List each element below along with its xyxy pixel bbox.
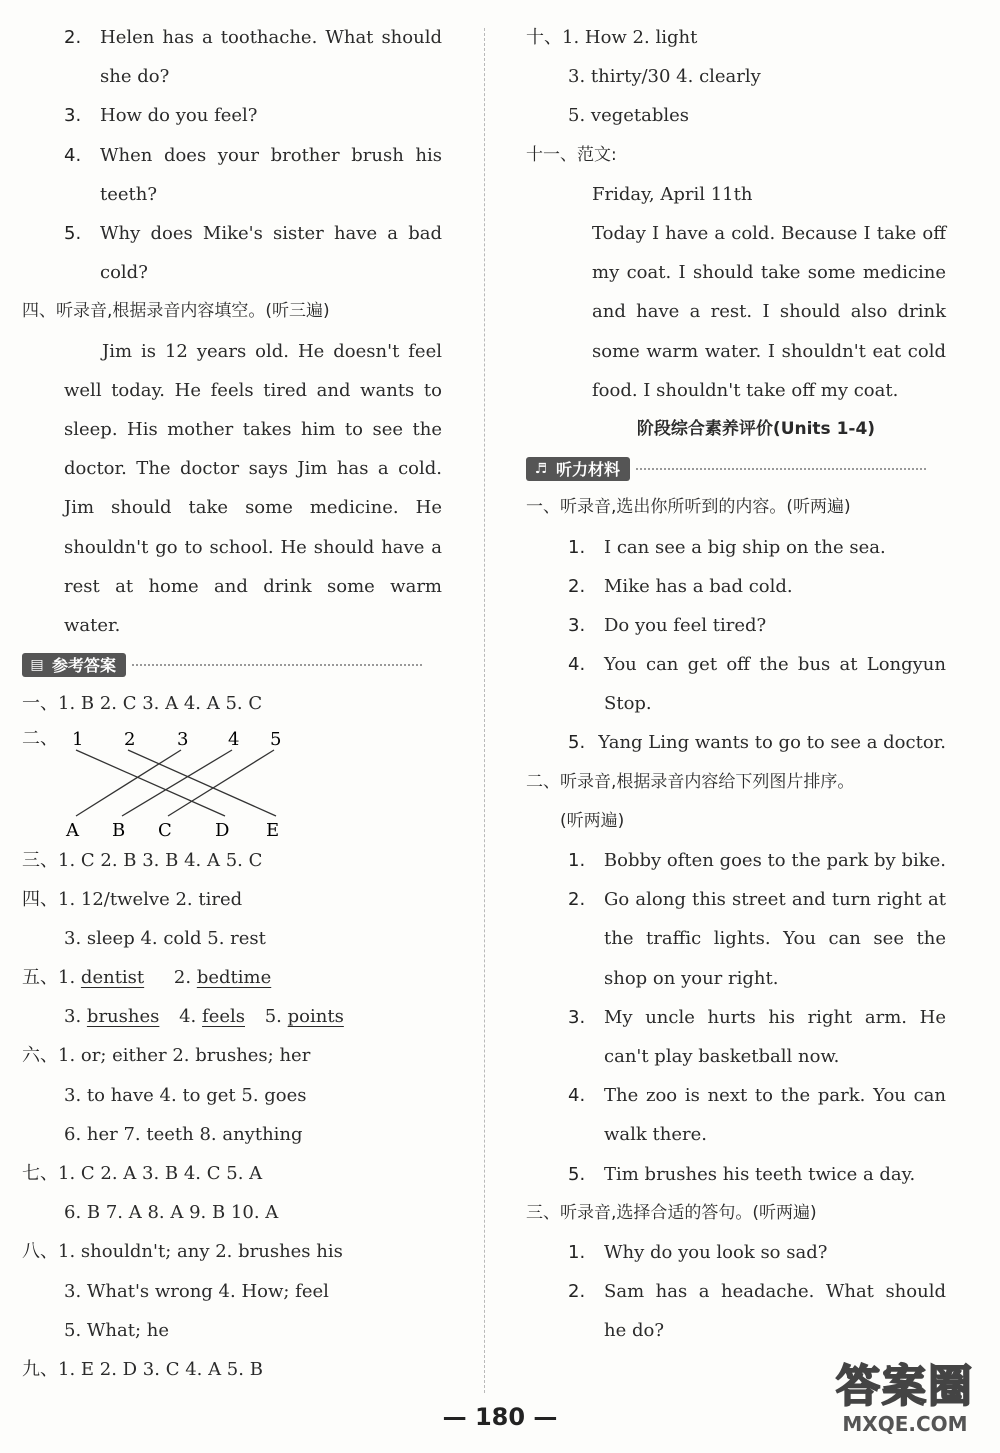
list-item — [526, 1037, 946, 1076]
answer-8-line-2: 3. What's wrong 4. How; feel — [64, 1280, 329, 1302]
answer-9: 九、 1. E 2. D 3. C 4. A 5. B — [22, 1358, 263, 1380]
match-top-label: 1 — [72, 728, 84, 750]
stage-title: 阶段综合素养评价(Units 1-4) — [636, 418, 876, 439]
match-bottom-label: B — [112, 819, 126, 841]
item-number: 3. — [64, 105, 82, 127]
item-number: 5. — [568, 732, 586, 754]
listening-section-1-items — [526, 528, 946, 763]
list-item — [526, 841, 946, 880]
question-list-3 — [22, 18, 442, 292]
answer-8-line-1: 八、 1. shouldn't; any 2. brushes his — [22, 1241, 343, 1263]
dotted-rule — [636, 468, 926, 470]
answer-4-line-1: 四、 1. 12/twelve 2. tired — [22, 888, 243, 910]
item-text: When does your brother brush his — [100, 144, 442, 166]
answer-6-line-3: 6. her 7. teeth 8. anything — [64, 1123, 303, 1145]
answer-10-line-3: 5. vegetables — [568, 105, 690, 127]
match-line — [168, 750, 274, 816]
list-item — [526, 1272, 946, 1311]
list-item — [22, 136, 442, 175]
list-item — [526, 645, 946, 684]
essay-body: Today I have a cold. Because I take off my coat. I should take some medicine and have a rest. I should also drink some warm water. I shouldn't eat cold food. I shouldn't take off my coat. — [592, 222, 946, 401]
headphones-icon: ♬ — [534, 460, 548, 477]
item-text: Why do you look so sad? — [604, 1241, 828, 1263]
list-item — [526, 1155, 946, 1194]
book-icon: ▤ — [30, 656, 44, 673]
answer-4-line-2: 3. sleep 4. cold 5. rest — [64, 927, 266, 949]
answer-2-matching: 二、 1 2 3 4 5 A B C D E — [22, 724, 442, 841]
item-number: 2. — [64, 27, 82, 48]
listening-section-2-subtitle: (听两遍) — [560, 810, 625, 831]
item-number: 4. — [568, 1085, 586, 1107]
page-number: — 180 — — [442, 1403, 558, 1431]
item-number: 1. — [568, 850, 586, 872]
list-item — [22, 57, 442, 96]
answer-10-line-2: 3. thirty/30 4. clearly — [568, 66, 761, 88]
item-text: You can get off the bus at Longyun — [604, 654, 946, 676]
list-item — [526, 1311, 946, 1350]
match-top-label: 3 — [177, 728, 189, 750]
answer-6-line-2: 3. to have 4. to get 5. goes — [64, 1084, 307, 1106]
list-item — [526, 528, 946, 567]
list-item — [526, 998, 946, 1037]
item-text: teeth? — [100, 183, 158, 205]
item-number: 1. — [568, 1241, 586, 1263]
list-item — [526, 1115, 946, 1154]
list-item — [22, 253, 442, 292]
match-bottom-label: A — [66, 819, 79, 841]
item-text: shop on your right. — [604, 967, 779, 989]
list-item — [526, 684, 946, 723]
item-number: 2. — [568, 1281, 586, 1303]
list-item — [526, 606, 946, 645]
listening-section-3-title: 三、听录音,选择合适的答句。(听两遍) — [526, 1202, 817, 1223]
item-text: the traffic lights. You can see the — [604, 928, 946, 950]
list-item — [526, 1076, 946, 1115]
item-number: 1. — [568, 536, 586, 558]
item-text: Bobby often goes to the park by bike. — [603, 850, 946, 872]
listening-badge: ♬ 听力材料 — [526, 457, 630, 481]
item-text: can't play basketball now. — [604, 1045, 840, 1067]
item-text: Helen has a toothache. What should — [100, 27, 442, 48]
match-bottom-label: E — [266, 819, 280, 841]
answer-5-line-2: 3. brushes 4. feels 5. points — [64, 1006, 344, 1028]
dotted-rule — [132, 664, 422, 666]
item-text: he do? — [604, 1320, 664, 1342]
item-text: walk there. — [604, 1124, 707, 1146]
column-divider — [484, 28, 485, 1393]
listening-section-2-title: 二、听录音,根据录音内容给下列图片排序。 — [526, 771, 855, 792]
match-top-label: 4 — [228, 728, 240, 750]
item-number: 4. — [64, 144, 82, 166]
item-text: How do you feel? — [100, 105, 258, 127]
answers-badge: ▤ 参考答案 — [22, 653, 126, 677]
item-number: 3. — [568, 1006, 586, 1028]
match-line — [122, 750, 232, 816]
answers-header — [22, 645, 442, 684]
list-item — [22, 18, 442, 57]
answer-10-line-1: 十、 1. How 2. light — [526, 27, 698, 48]
answer-1: 一、 1. B 2. C 3. A 4. A 5. C — [22, 693, 263, 715]
item-number: 4. — [568, 654, 586, 676]
item-text: My uncle hurts his right arm. He — [604, 1006, 946, 1028]
item-number: 5. — [568, 1163, 586, 1185]
listening-section-1-title: 一、听录音,选出你所听到的内容。(听两遍) — [526, 497, 851, 518]
match-bottom-label: C — [158, 819, 172, 841]
listening-section-2-items — [526, 841, 946, 1194]
item-text: Mike has a bad cold. — [604, 575, 793, 597]
list-item — [526, 959, 946, 998]
match-line — [76, 750, 181, 816]
item-text: Sam has a headache. What should — [604, 1281, 946, 1303]
list-item — [22, 214, 442, 253]
match-top-label: 5 — [270, 728, 282, 750]
list-item — [526, 919, 946, 958]
list-item — [22, 96, 442, 135]
answer-7-line-1: 七、 1. C 2. A 3. B 4. C 5. A — [22, 1163, 263, 1184]
answer-3: 三、 1. C 2. B 3. B 4. A 5. C — [22, 849, 263, 871]
item-text: I can see a big ship on the sea. — [604, 536, 886, 558]
list-item — [526, 567, 946, 606]
answer-6-line-1: 六、 1. or; either 2. brushes; her — [22, 1045, 311, 1067]
item-text: cold? — [100, 262, 148, 284]
match-bottom-label: D — [215, 819, 230, 841]
list-item — [526, 723, 946, 762]
answer-5-line-1: 五、 1. dentist 2. bedtime — [22, 967, 272, 989]
listening-section-3-items — [526, 1233, 946, 1351]
watermark-logo: 答案圈 MXQE.COM — [836, 1361, 974, 1436]
item-number: 2. — [568, 575, 586, 597]
answer-8-line-3: 5. What; he — [64, 1319, 169, 1341]
item-number: 3. — [568, 614, 586, 636]
section-4-title: 四、听录音,根据录音内容填空。(听三遍) — [22, 301, 330, 322]
item-text: Why does Mike's sister have a bad — [100, 222, 442, 244]
answer-7-line-2: 6. B 7. A 8. A 9. B 10. A — [64, 1202, 279, 1224]
item-text: The zoo is next to the park. You can — [604, 1085, 946, 1107]
right-column — [526, 18, 946, 1350]
match-top-label: 2 — [124, 728, 136, 750]
item-text: Go along this street and turn right at — [604, 889, 946, 911]
item-text: she do? — [100, 66, 170, 88]
left-column — [22, 18, 442, 1389]
list-item — [526, 880, 946, 919]
list-item — [526, 1233, 946, 1272]
essay-date: Friday, April 11th — [592, 183, 753, 205]
item-text: Stop. — [604, 693, 652, 715]
item-number: 5. — [64, 222, 82, 244]
list-item — [22, 175, 442, 214]
item-text: Do you feel tired? — [604, 614, 767, 636]
matching-lines — [22, 724, 322, 841]
listening-header — [526, 449, 946, 488]
answer-11-title: 十一、范文: — [526, 144, 617, 165]
item-text: Yang Ling wants to go to see a doctor. — [598, 732, 946, 754]
item-number: 2. — [568, 889, 586, 911]
section-4-passage: Jim is 12 years old. He doesn't feel well today. He feels tired and wants to sleep. His mother takes him to see the doctor. The doctor says Jim has a cold. Jim should take some medicine. He shouldn't go to school. He should have a rest at home and drink some warm water. — [64, 340, 442, 636]
item-text: Tim brushes his teeth twice a day. — [604, 1163, 916, 1185]
